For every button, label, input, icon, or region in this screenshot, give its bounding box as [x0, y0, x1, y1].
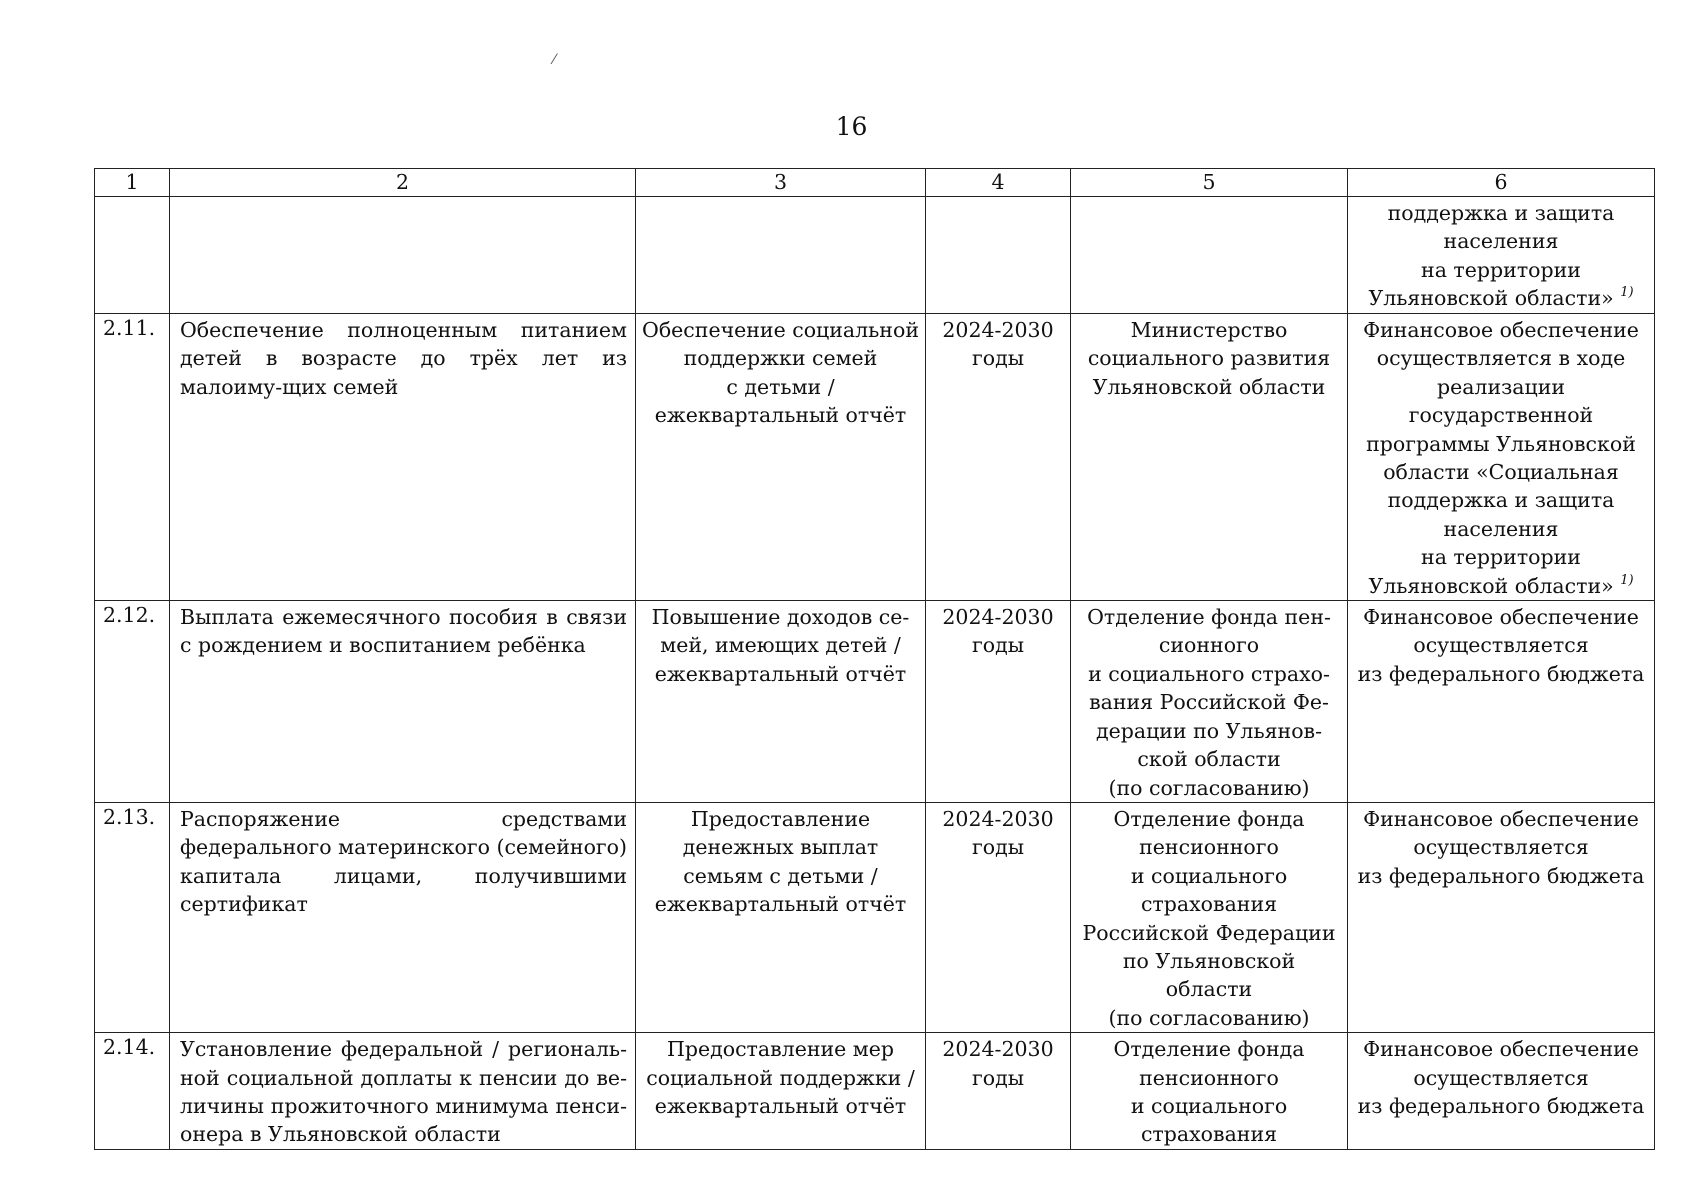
- financing: Финансовое обеспечение осуществляется из федерального бюджета: [1348, 802, 1655, 1032]
- expected-result: Предоставление денежных выплат семьям с детьми / ежеквартальный отчёт: [636, 802, 926, 1032]
- measure-name: Выплата ежемесячного пособия в связи с рождением и воспитанием ребёнка: [170, 601, 636, 803]
- measure-name: [170, 197, 636, 314]
- row-number: 2.11.: [95, 314, 170, 601]
- executor: Министерство социального развития Ульяновской области: [1071, 314, 1348, 601]
- stray-mark: ⁄: [553, 52, 556, 68]
- financing: поддержка и защита населения на территории Ульяновской области» $^{1)}$: [1348, 197, 1655, 314]
- column-header: 6: [1348, 169, 1655, 197]
- table-row: [95, 197, 1655, 314]
- period: 2024-2030 годы: [926, 1033, 1071, 1150]
- executor: Отделение фонда пен- сионного и социального страхо- вания Российской Фе- дерации по Ульянов- ской области (по согласованию): [1071, 601, 1348, 803]
- table-row: [95, 314, 1655, 601]
- measure-name: Распоряжение средствами федерального материнского (семейного) капитала лицами, получившими сертификат: [170, 802, 636, 1032]
- table-row: [95, 802, 1655, 1032]
- executor: Отделение фонда пенсионного и социального страхования: [1071, 1033, 1348, 1150]
- column-header: 3: [636, 169, 926, 197]
- expected-result: Обеспечение социальной поддержки семей с детьми / ежеквартальный отчёт: [636, 314, 926, 601]
- row-number: 2.14.: [95, 1033, 170, 1150]
- column-header: 5: [1071, 169, 1348, 197]
- expected-result: Предоставление мер социальной поддержки / ежеквартальный отчёт: [636, 1033, 926, 1150]
- column-header: 2: [170, 169, 636, 197]
- financing: Финансовое обеспечение осуществляется в ходе реализации государственной программы Ульяновской области «Социальная поддержка и защита населения на территории Ульяновской области» $^{1)}$: [1348, 314, 1655, 601]
- period: 2024-2030 годы: [926, 601, 1071, 803]
- expected-result: [636, 197, 926, 314]
- row-number: 2.12.: [95, 601, 170, 803]
- table-row: [95, 601, 1655, 803]
- column-header: 4: [926, 169, 1071, 197]
- expected-result: Повышение доходов се- мей, имеющих детей / ежеквартальный отчёт: [636, 601, 926, 803]
- financing: Финансовое обеспечение осуществляется из федерального бюджета: [1348, 601, 1655, 803]
- period: 2024-2030 годы: [926, 314, 1071, 601]
- measure-name: Обеспечение полноценным питанием детей в возрасте до трёх лет из малоиму-щих семей: [170, 314, 636, 601]
- row-number: [95, 197, 170, 314]
- column-header: 1: [95, 169, 170, 197]
- footnote-mark: 1): [1620, 285, 1634, 301]
- period: 2024-2030 годы: [926, 802, 1071, 1032]
- table-header-row: [95, 169, 1655, 197]
- executor: [1071, 197, 1348, 314]
- period: [926, 197, 1071, 314]
- row-number: 2.13.: [95, 802, 170, 1032]
- footnote-mark: 1): [1620, 572, 1634, 588]
- page-number: 16: [835, 112, 868, 141]
- financing: Финансовое обеспечение осуществляется из федерального бюджета: [1348, 1033, 1655, 1150]
- table-row: [95, 1033, 1655, 1150]
- measure-name: Установление федеральной / региональ-ной социальной доплаты к пенсии до ве-личины прожиточного минимума пенси-онера в Ульяновской области: [170, 1033, 636, 1150]
- executor: Отделение фонда пенсионного и социального страхования Российской Федерации по Ульяновской области (по согласованию): [1071, 802, 1348, 1032]
- measures-table: [94, 168, 1655, 1150]
